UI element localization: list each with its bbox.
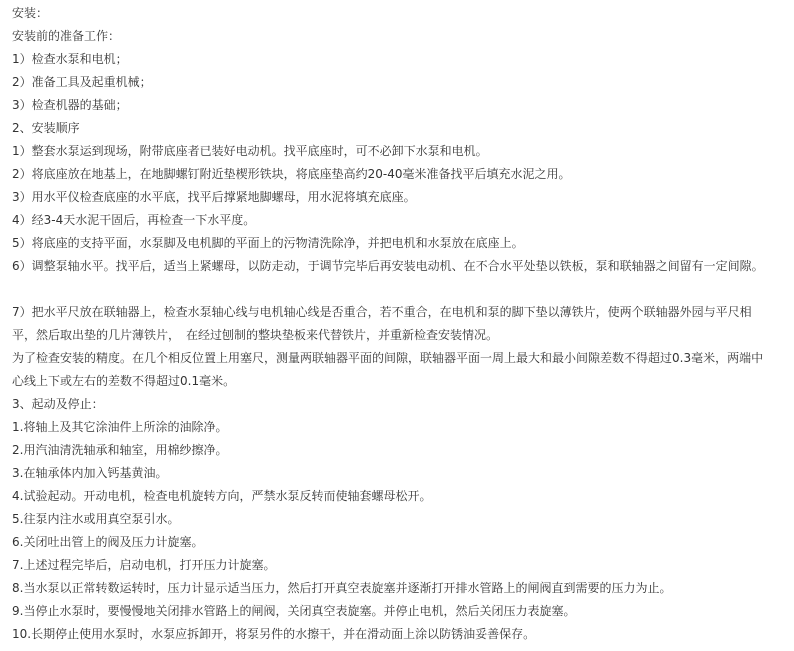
step-item-9: 9.当停止水泵时，要慢慢地关闭排水管路上的闸阀，关闭真空表旋塞。并停止电机，然后关闭压力表旋塞。 xyxy=(12,604,576,618)
step-item-10: 10.长期停止使用水泵时，水泵应拆卸开，将泵另件的水擦干，并在滑动面上涂以防锈油妥善保存。 xyxy=(12,627,536,641)
step-item-1: 1.将轴上及其它涂油件上所涂的油除净。 xyxy=(12,420,228,434)
prep-item-2: 2）准备工具及起重机械； xyxy=(12,75,152,89)
step-item-4: 4.试验起动。开动电机，检查电机旋转方向，严禁水泵反转而使轴套螺母松开。 xyxy=(12,489,432,503)
prep-item-3: 3）检查机器的基础； xyxy=(12,98,128,112)
step-item-2: 2.用汽油清洗轴承和轴室，用棉纱擦净。 xyxy=(12,443,228,457)
order-item-5: 5）将底座的支持平面，水泵脚及电机脚的平面上的污物清洗除净，并把电机和水泵放在底座上。 xyxy=(12,236,524,250)
step-item-6: 6.关闭吐出管上的阀及压力计旋塞。 xyxy=(12,535,204,549)
prep-item-1: 1）检查水泵和电机； xyxy=(12,52,128,66)
order-item-6: 6）调整泵轴水平。找平后，适当上紧螺母，以防走动，于调节完毕后再安装电动机、在不合水平处垫以铁板，泵和联轴器之间留有一定间隙。 xyxy=(12,259,764,273)
heading-install: 安装： xyxy=(12,6,49,20)
order-item-3: 3）用水平仪检查底座的水平底，找平后撑紧地脚螺母，用水泥将填充底座。 xyxy=(12,190,416,204)
step-item-5: 5.往泵内注水或用真空泵引水。 xyxy=(12,512,180,526)
heading-preparation: 安装前的准备工作： xyxy=(12,29,121,43)
heading-start-stop: 3、起动及停止： xyxy=(12,397,104,411)
step-item-7: 7.上述过程完毕后，启动电机，打开压力计旋塞。 xyxy=(12,558,276,572)
precision-paragraph: 为了检查安装的精度。在几个相反位置上用塞尺，测量两联轴器平面的间隙，联轴器平面一周上最大和最小间隙差数不得超过0.3毫米，两端中心线上下或左右的差数不得超过0.1毫米。 xyxy=(12,351,764,388)
step-item-3: 3.在轴承体内加入钙基黄油。 xyxy=(12,466,168,480)
order-item-1: 1）整套水泵运到现场，附带底座者已装好电动机。找平底座时，可不必卸下水泵和电机。 xyxy=(12,144,488,158)
order-item-4: 4）经3-4天水泥干固后，再检查一下水平度。 xyxy=(12,213,256,227)
order-item-2: 2）将底座放在地基上，在地脚螺钉附近垫楔形铁块，将底座垫高约20-40毫米准备找平后填充水泥之用。 xyxy=(12,167,571,181)
step-item-8: 8.当水泵以正常转数运转时，压力计显示适当压力，然后打开真空表旋塞并逐渐打开排水管路上的闸阀直到需要的压力为止。 xyxy=(12,581,672,595)
order-item-7: 7）把水平尺放在联轴器上，检查水泵轴心线与电机轴心线是否重合，若不重合，在电机和泵的脚下垫以薄铁片，使两个联轴器外园与平尺相平，然后取出垫的几片薄铁片， 在经过刨制的整块垫板来代替铁片，并重新检查安装情况。 xyxy=(12,305,752,342)
heading-install-order: 2、安装顺序 xyxy=(12,121,80,135)
